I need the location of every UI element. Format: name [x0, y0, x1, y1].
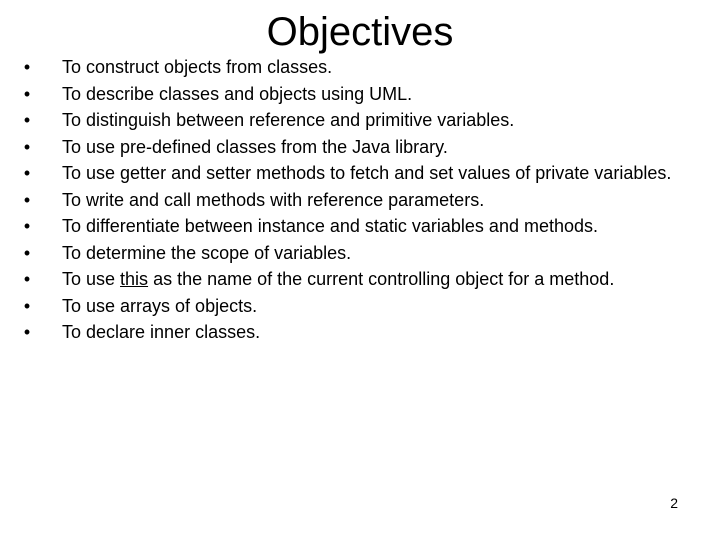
objective-text-after: as the name of the current controlling object for a method.: [148, 269, 615, 289]
list-item: [20, 187, 710, 214]
bullet: •: [23, 136, 31, 157]
objective-text: To determine the scope of variables.: [62, 242, 352, 263]
objective-text: To differentiate between instance and static variables and methods.: [62, 216, 599, 236]
objectives-list: [20, 54, 710, 346]
list-item: [20, 293, 710, 320]
bullet: •: [23, 110, 31, 130]
objective-text: [62, 269, 614, 289]
list-item: [20, 240, 710, 267]
page-number: 2: [670, 495, 678, 511]
bullet: •: [23, 322, 31, 342]
bullet: •: [23, 163, 31, 183]
objective-text-before: To use: [62, 269, 121, 289]
list-item: [20, 81, 710, 108]
list-item: [20, 54, 710, 81]
objective-text: To declare inner classes.: [62, 322, 261, 342]
list-item: [20, 107, 710, 134]
list-item: [20, 319, 710, 346]
bullet: •: [23, 269, 31, 289]
objective-text: To use getter and setter methods to fetch and set values of private variables.: [62, 163, 672, 183]
list-item: [20, 266, 710, 293]
bullet: •: [23, 242, 31, 263]
list-item: [20, 160, 710, 187]
objective-text: To use pre-defined classes from the Java library.: [62, 136, 448, 157]
bullet: •: [23, 83, 31, 104]
objective-text: To describe classes and objects using UML.: [62, 83, 413, 104]
objective-text: To distinguish between reference and primitive variables.: [62, 110, 515, 130]
bullet: •: [23, 295, 31, 316]
keyword-this: this: [120, 269, 149, 289]
list-item: [20, 213, 710, 240]
slide-title: Objectives: [266, 10, 454, 54]
bullet: •: [23, 57, 31, 77]
bullet: •: [23, 189, 31, 210]
objective-text: To use arrays of objects.: [62, 295, 258, 316]
bullet: •: [23, 216, 31, 236]
objective-text: To construct objects from classes.: [62, 57, 333, 77]
list-item: [20, 134, 710, 161]
objective-text: To write and call methods with reference parameters.: [62, 189, 485, 210]
